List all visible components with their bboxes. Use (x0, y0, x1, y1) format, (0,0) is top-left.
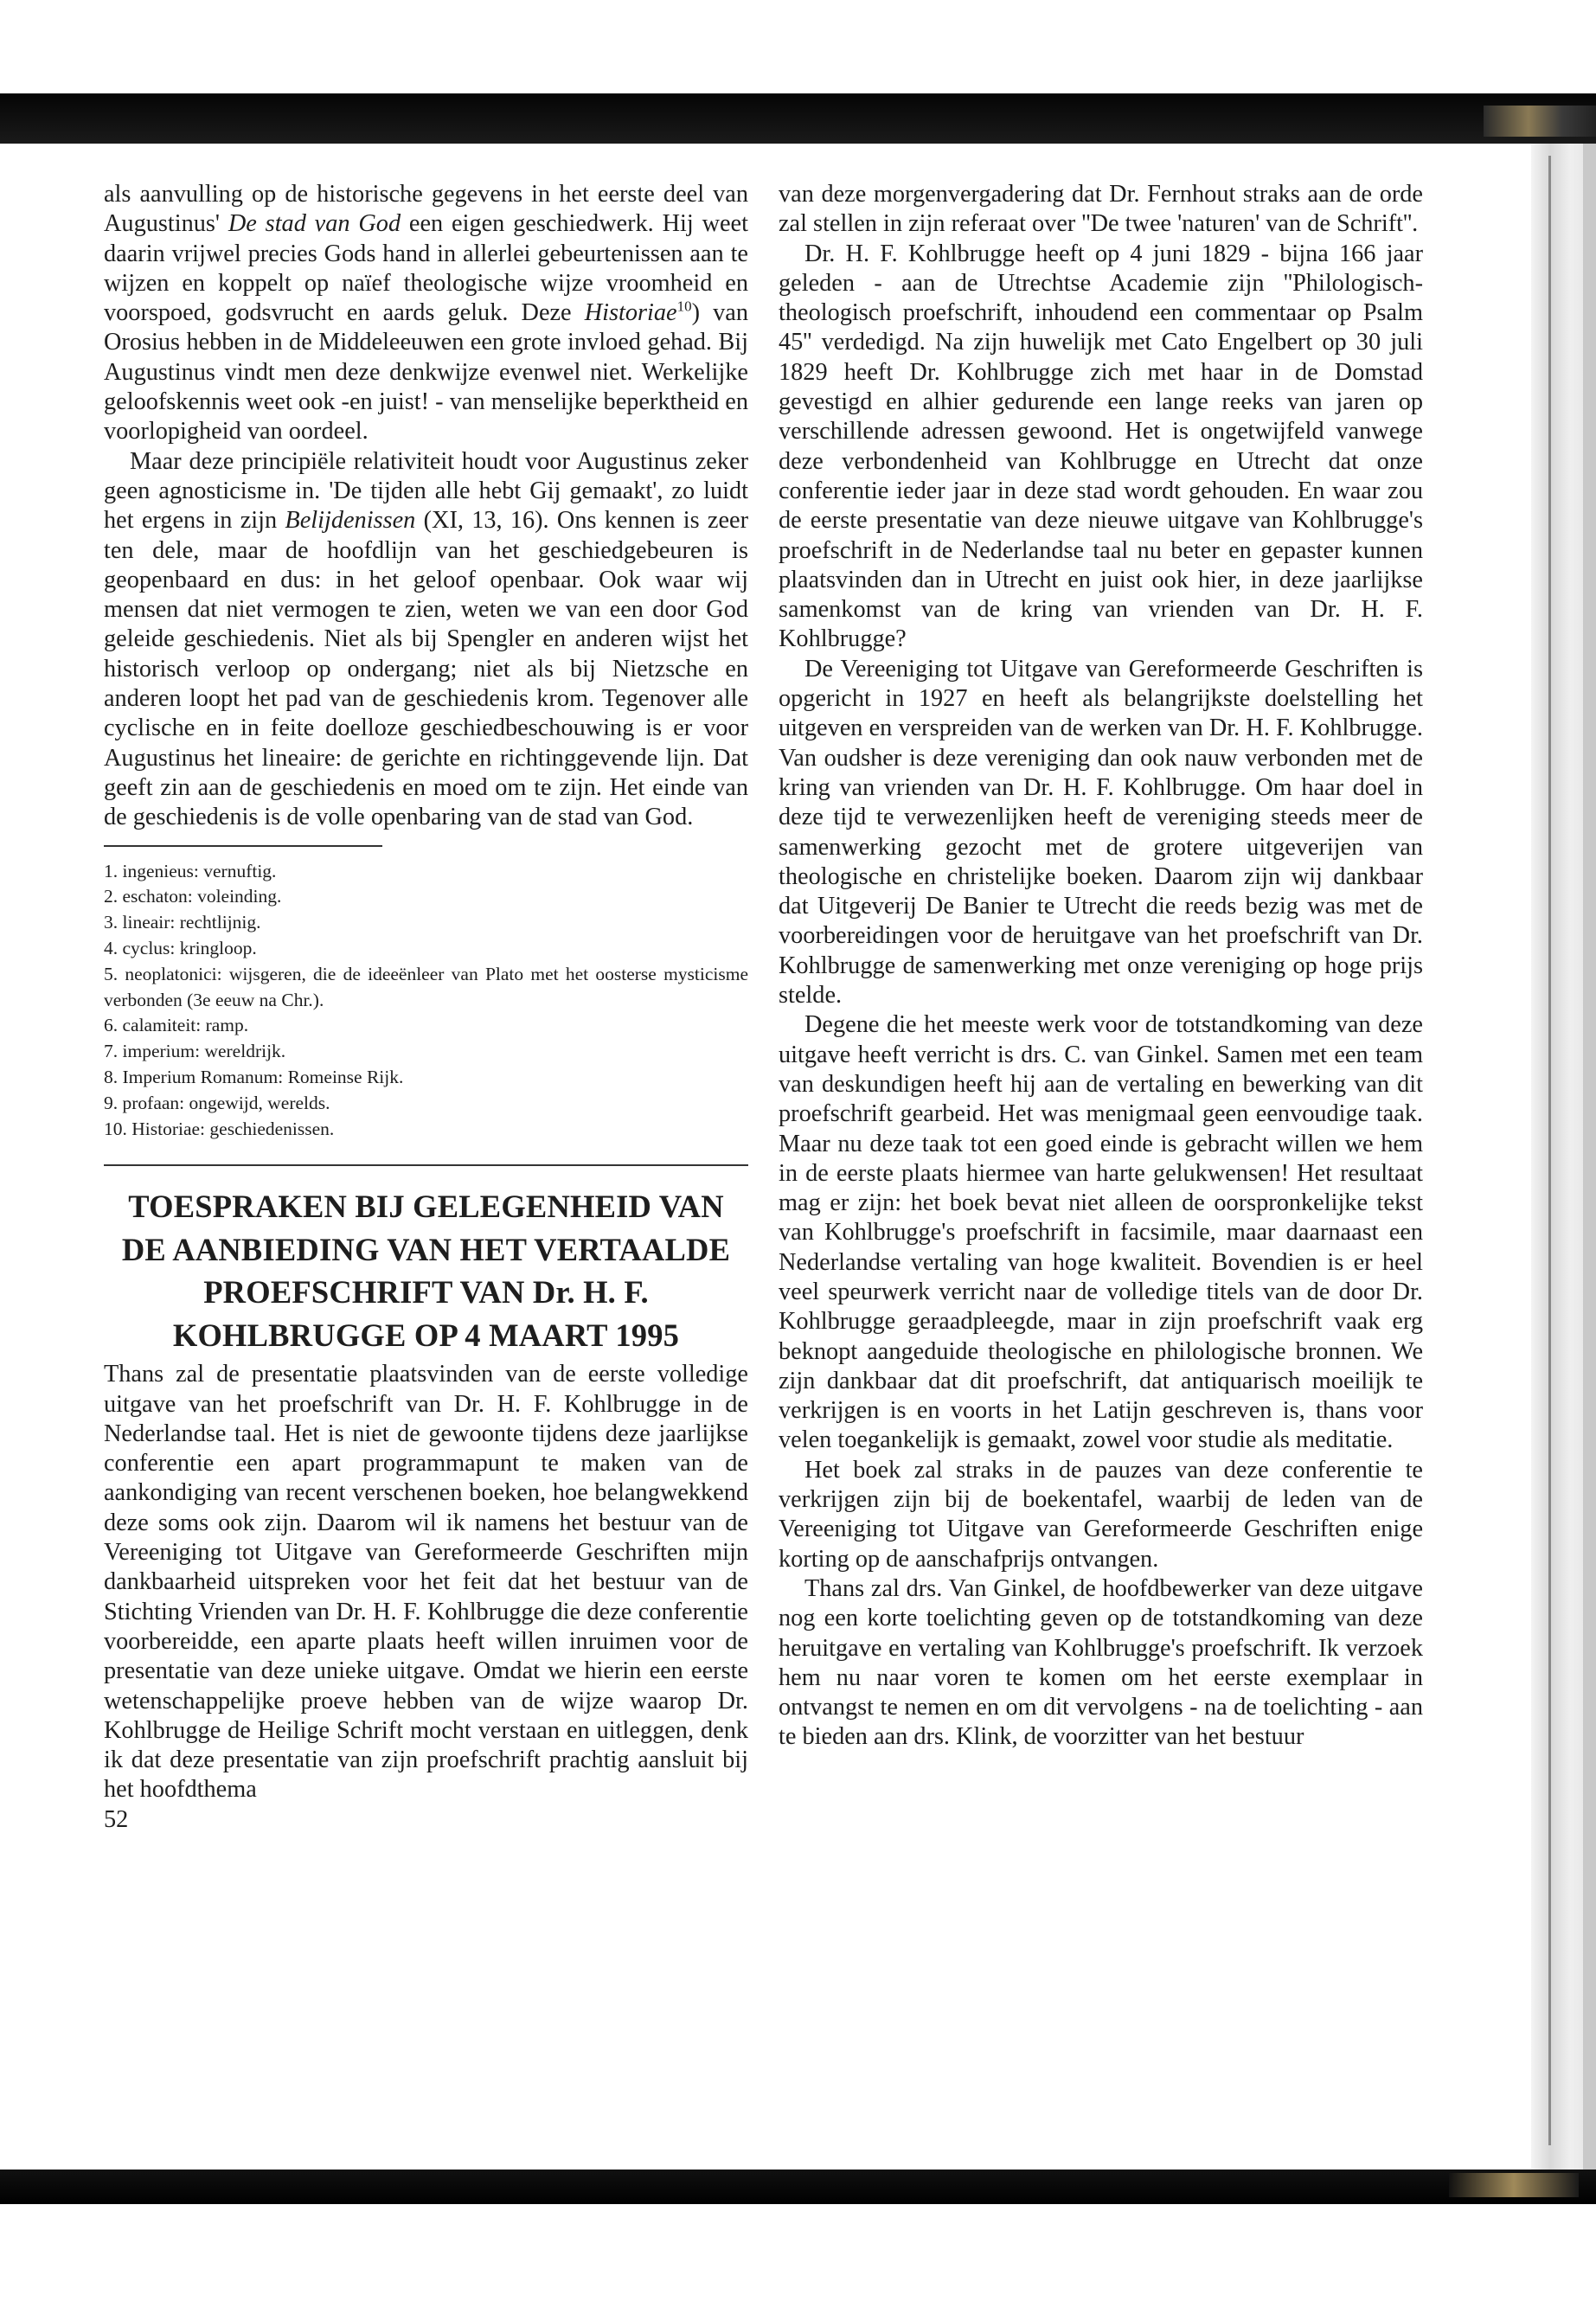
text-run: ) van Orosius hebben in de Middeleeuwen een grote invloed gehad. Bij Augustinus vindt men deze denkwijze evenwel niet. Werkelijke geloofskennis weet ook -en juist! - van menselijke beperktheid en voorlopigheid van oordeel. (104, 299, 748, 445)
section-rule (104, 1164, 748, 1166)
text-run: een eigen geschiedwerk. Hij weet daarin vrijwel precies Gods hand in allerlei gebeurtenissen aan te wijzen en koppelt op naïef theologische wijze vroomheid en voorspoed, godsvrucht en aards geluk. Deze (104, 210, 748, 327)
footnote-item: 5. neoplatonici: wijsgeren, die de ideeënleer van Plato met het oosterse mysticisme verbonden (3e eeuw na Chr.). (104, 963, 748, 1010)
scan-top-border (0, 93, 1596, 144)
right-paragraph: van deze morgenvergadering dat Dr. Fernhout straks aan de orde zal stellen in zijn referaat over ''De twee 'naturen' van de Schrift''. (779, 181, 1423, 238)
left-paragraph (104, 180, 748, 447)
right-paragraph: De Vereeniging tot Uitgave van Gereformeerde Geschriften is opgericht in 1927 en heeft als belangrijkste doelstelling het uitgeven en verspreiden van de werken van Dr. H. F. Kohlbrugge. Van oudsher is deze vereniging dan ook nauw verbonden met de kring van vrienden van Dr. H. F. Kohlbrugge. Om haar doel in deze tijd te verwezenlijken heeft de vereniging steeds meer de samenwerking gezocht met de grotere uitgeverijen van theologische en christelijke boeken. Daarom zijn wij dankbaar dat Uitgeverij De Banier te Utrecht die reeds bezig was met de voorbereidingen voor de heruitgave van het proefschrift van Dr. Kohlbrugge de samenwerking met onze vereniging op hoge prijs stelde. (779, 655, 1423, 1009)
italic-text: Belijdenissen (285, 507, 416, 535)
footnote-item: 10. Historiae: geschiedenissen. (104, 1118, 335, 1139)
text-run: Maar deze principiële relativiteit houdt voor Augustinus zeker geen agnosticisme in. 'De tijden alle hebt Gij gemaakt', zo luidt het ergens in zijn (104, 447, 748, 535)
footnote-item: 8. Imperium Romanum: Romeinse Rijk. (104, 1066, 404, 1087)
footnote-ref: 10 (676, 298, 692, 315)
right-paragraph: Dr. H. F. Kohlbrugge heeft op 4 juni 1829 - bijna 166 jaar geleden - aan de Utrechtse Academie zijn ''Philologisch-theologisch proefschrift, inhoudend een commentaar op Psalm 45'' verdedigd. Na zijn huwelijk met Cato Engelbert op 30 juli 1829 heeft Dr. Kohlbrugge zich met haar in de Domstad gevestigd en alhier gedurende een lange reeks van jaren op verschillende adressen gewoond. Het is ongetwijfeld vanwege deze verbondenheid van Kohlbrugge en Utrecht dat onze conferentie ieder jaar in deze stad wordt gehouden. En waar zou de eerste presentatie van deze nieuwe uitgave van Kohlbrugge's proefschrift in de Nederlandse taal nu beter en gepaster kunnen plaatsvinden dan in Utrecht en juist ook hier, in deze jaarlijkse samenkomst van de kring van vrienden van Dr. H. F. Kohlbrugge? (779, 240, 1423, 653)
text-run: (XI, 13, 16). Ons kennen is zeer ten dele, maar de hoofdlijn van het geschiedgebeuren is geopenbaard en dus: in het geloof openbaar. Ook waar wij mensen dat niet vermogen te zien, weten we van een door God geleide geschiedenis. Niet als bij Spengler en anderen wijst het historisch verloop op ondergang; niet als bij Nietzsche en anderen loopt het pad van de geschiedenis krom. Tegenover alle cyclische en in feite doelloze geschiedbeschouwing is er voor Augustinus het lineaire: de gerichte en richtinggevende lijn. Dat geeft zin aan de geschiedenis en moed om te zijn. Het einde van de geschiedenis is de volle openbaring van de stad van God. (104, 507, 748, 831)
footnote-item: 7. imperium: wereldrijk. (104, 1041, 286, 1062)
left-column (104, 180, 748, 1835)
right-paragraphs (779, 180, 1423, 1753)
left-paragraphs (104, 180, 748, 833)
footnote-item: 4. cyclus: kringloop. (104, 937, 257, 958)
text-run: als aanvulling op de historische gegevens in het eerste deel van Augustinus' (104, 181, 748, 238)
footnote-item: 3. lineair: rechtlijnig. (104, 912, 261, 933)
section-heading: TOESPRAKEN BIJ GELEGENHEID VAN DE AANBIEDING VAN HET VERTAALDE PROEFSCHRIFT VAN Dr. H. F. KOHLBRUGGE OP 4 MAART 1995 (121, 1189, 731, 1353)
right-paragraph: Degene die het meeste werk voor de totstandkoming van deze uitgave heeft verricht is drs. C. van Ginkel. Samen met een team van deskundigen heeft hij aan de vertaling en bewerking van dit proefschrift gearbeid. Het was menigmaal geen eenvoudige taak. Maar nu deze taak tot een goed einde is gebracht willen we hem in de eerste plaats hiermee van harte gelukwensen! Het resultaat mag er zijn: het boek bevat niet alleen de oorspronkelijke tekst van Kohlbrugge's proefschrift in facsimile, maar daarnaast een Nederlandse vertaling van hoge kwaliteit. Bovendien is er heel veel speurwerk verricht naar de volledige titels van de door Dr. Kohlbrugge geraadpleegde, maar in zijn proefschrift vaak erg beknopt aangeduide theologische en philologische bronnen. We zijn dankbaar dat dit proefschrift, dat antiquarisch moeilijk te verkrijgen is en voorts in het Latijn geschreven is, thans voor velen toegankelijk is gemaakt, zowel voor studie als meditatie. (779, 1011, 1423, 1454)
footnote-item: 2. eschaton: voleinding. (104, 886, 282, 907)
left-paragraph (104, 447, 748, 833)
right-column (779, 180, 1423, 1753)
page-number: 52 (104, 1805, 129, 1833)
italic-text: De stad van God (228, 210, 401, 238)
right-paragraph: Het boek zal straks in de pauzes van deze conferentie te verkrijgen zijn bij de boekentafel, waarbij de leden van de Vereeniging tot Uitgave van Gereformeerde Geschriften enige korting op de aanschafprijs ontvangen. (779, 1456, 1423, 1573)
footnote-item: 9. profaan: ongewijd, werelds. (104, 1092, 330, 1113)
right-paragraph: Thans zal drs. Van Ginkel, de hoofdbewerker van deze uitgave nog een korte toelichting geven op de totstandkoming van deze heruitgave en vertaling van Kohlbrugge's proefschrift. Ik verzoek hem nu naar voren te komen om het eerste exemplaar in ontvangst te nemen en om dit vervolgens - na de toelichting - aan te bieden aan drs. Klink, de voorzitter van het bestuur (779, 1574, 1423, 1751)
scan-bottom-border (0, 2170, 1596, 2204)
book-edge-line (1548, 156, 1551, 2145)
footnote-item: 6. calamiteit: ramp. (104, 1015, 249, 1036)
footnote-item: 1. ingenieus: vernuftig. (104, 860, 277, 881)
footnote-list (104, 859, 748, 1143)
footnote-rule (104, 845, 382, 847)
left-after-heading (104, 1360, 748, 1804)
body-paragraph: Thans zal de presentatie plaatsvinden van de eerste volledige uitgave van het proefschrift van Dr. H. F. Kohlbrugge in de Nederlandse taal. Het is niet de gewoonte tijdens deze jaarlijkse conferentie een apart programmapunt te maken van de aankondiging van recent verschenen boeken, hoe belangwekkend deze soms ook zijn. Daarom wil ik namens het bestuur van de Vereeniging tot Uitgave van Gereformeerde Geschriften mijn dankbaarheid uitspreken voor het feit dat het bestuur van de Stichting Vrienden van Dr. H. F. Kohlbrugge die deze conferentie voorbereidde, een aparte plaats heeft willen inruimen voor de presentatie van deze unieke uitgave. Omdat we hierin een eerste wetenschappelijke proeve hebben van de wijze waarop Dr. Kohlbrugge de Heilige Schrift mocht verstaan en uitleggen, denk ik dat deze presentatie van zijn proefschrift prachtig aansluit bij het hoofdthema (104, 1361, 748, 1804)
book-edge-outer (1583, 144, 1596, 2170)
italic-text: Historiae (584, 299, 677, 327)
